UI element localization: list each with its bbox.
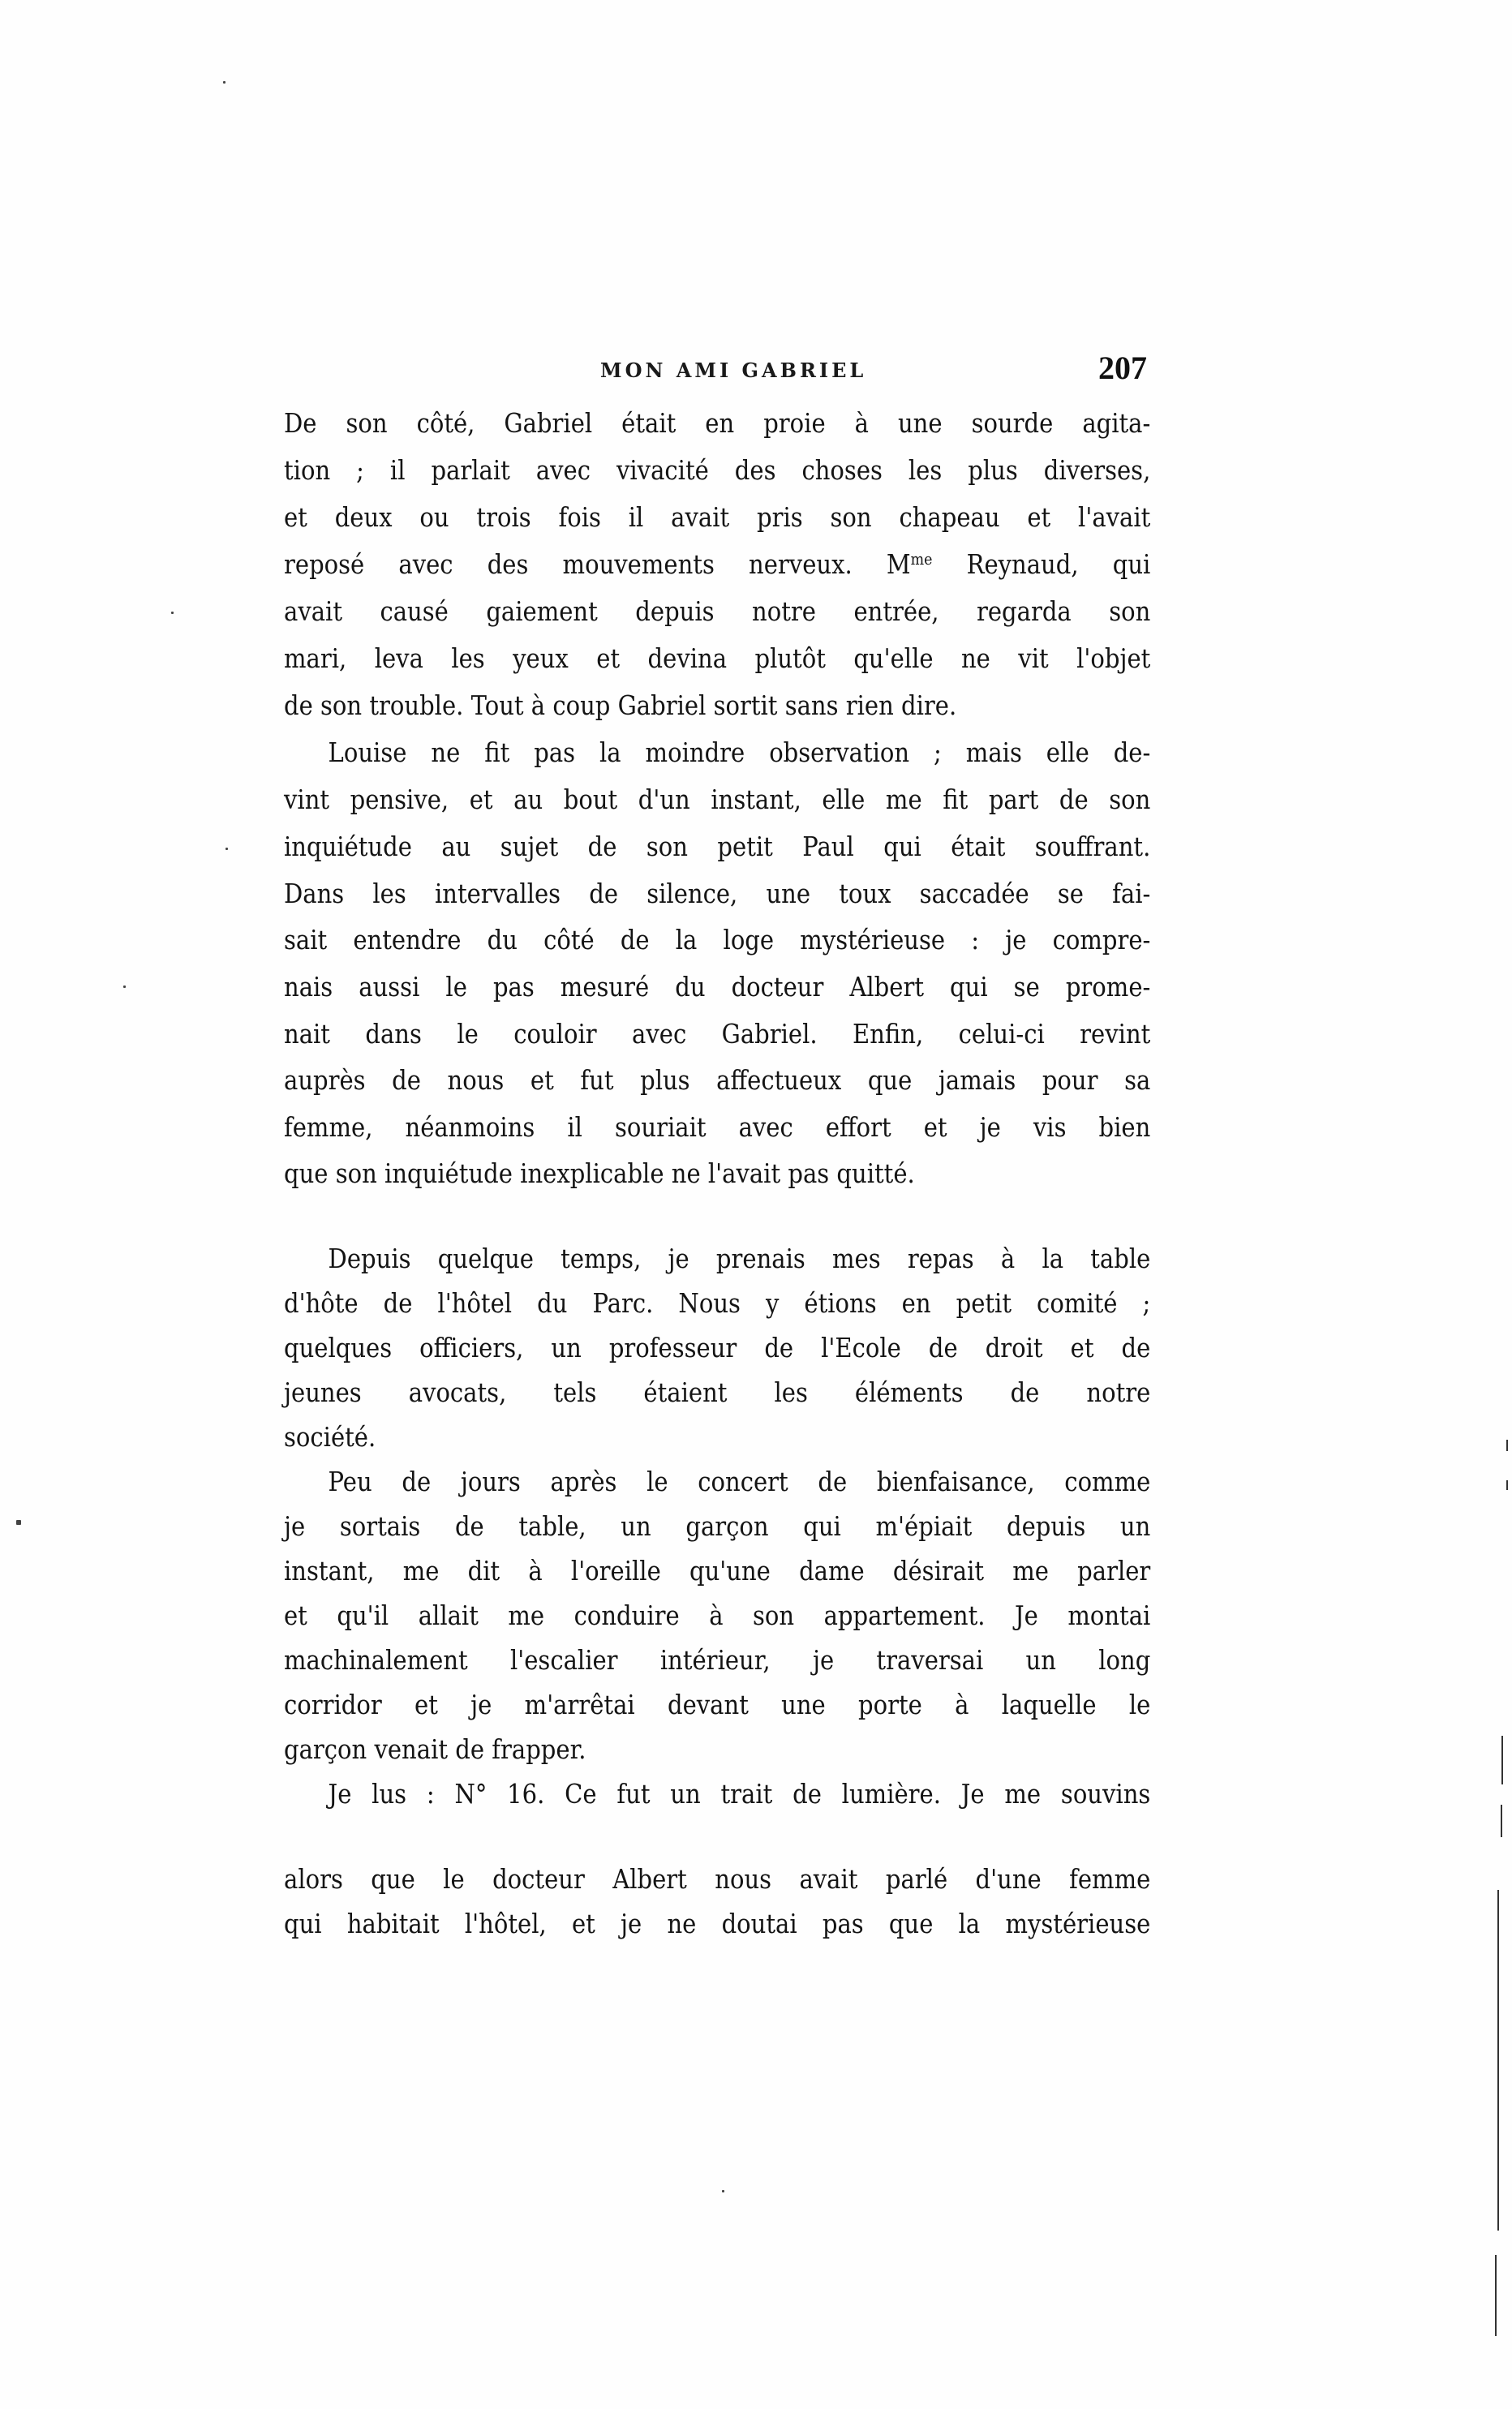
scan-speck — [226, 848, 228, 850]
scan-speck — [16, 1520, 21, 1525]
scan-speck — [171, 612, 174, 614]
scan-edge-artifact — [1506, 1440, 1508, 1451]
text-line: machinalement l'escalier intérieur, je traversai un long — [284, 1644, 1151, 1676]
text-line: Louise ne fit pas la moindre observation ; mais elle de- — [328, 736, 1151, 768]
text-line: société. — [284, 1421, 376, 1453]
scan-speck — [223, 81, 226, 84]
running-head-title: MON AMI GABRIEL — [600, 359, 867, 382]
text-line: corridor et je m'arrêtai devant une porte à laquelle le — [284, 1689, 1151, 1720]
text-line: et qu'il allait me conduire à son appartement. Je montai — [284, 1600, 1151, 1631]
text-line: nais aussi le pas mesuré du docteur Albert qui se prome- — [284, 971, 1151, 1003]
text-line: que son inquiétude inexplicable ne l'avait pas quitté. — [284, 1157, 915, 1189]
text-line: nait dans le couloir avec Gabriel. Enfin, celui-ci revint — [284, 1018, 1151, 1050]
scan-edge-artifact — [1501, 1805, 1502, 1837]
text-line: vint pensive, et au bout d'un instant, elle me fit part de son — [284, 784, 1151, 815]
text-line: instant, me dit à l'oreille qu'une dame désirait me parler — [284, 1555, 1151, 1587]
text-line: d'hôte de l'hôtel du Parc. Nous y étions en petit comité ; — [284, 1287, 1151, 1319]
text-line: sait entendre du côté de la loge mystérieuse : je compre- — [284, 924, 1151, 955]
text-line: de son trouble. Tout à coup Gabriel sortit sans rien dire. — [284, 689, 957, 721]
text-line: Je lus : N° 16. Ce fut un trait de lumière. Je me souvins — [328, 1778, 1151, 1810]
text-line: garçon venait de frapper. — [284, 1733, 586, 1765]
running-head — [284, 349, 1150, 389]
text-line: quelques officiers, un professeur de l'Ecole de droit et de — [284, 1332, 1151, 1363]
page-number: 207 — [1098, 350, 1147, 386]
text-line: avait causé gaiement depuis notre entrée, regarda son — [284, 595, 1151, 627]
scan-edge-artifact — [1497, 1890, 1499, 2231]
text-line: auprès de nous et fut plus affectueux que jamais pour sa — [284, 1064, 1151, 1096]
text-line: je sortais de table, un garçon qui m'épiait depuis un — [284, 1510, 1151, 1542]
scan-speck — [722, 2190, 724, 2192]
text-line: femme, néanmoins il souriait avec effort et je vis bien — [284, 1111, 1151, 1143]
scan-edge-artifact — [1501, 1736, 1503, 1784]
text-line: alors que le docteur Albert nous avait parlé d'une femme — [284, 1863, 1151, 1895]
text-line: Dans les intervalles de silence, une toux saccadée se fai- — [284, 878, 1151, 909]
text-line: reposé avec des mouvements nerveux. $M^{me}$ Reynaud, qui — [284, 548, 1151, 580]
text-line: qui habitait l'hôtel, et je ne doutai pas que la mystérieuse — [284, 1908, 1151, 1939]
text-line: De son côté, Gabriel était en proie à une sourde agita- — [284, 407, 1151, 439]
scan-speck — [123, 986, 126, 988]
text-line: mari, leva les yeux et devina plutôt qu'elle ne vit l'objet — [284, 642, 1151, 674]
text-line: Depuis quelque temps, je prenais mes repas à la table — [328, 1243, 1151, 1274]
text-line: jeunes avocats, tels étaient les éléments de notre — [284, 1376, 1151, 1408]
text-line: Peu de jours après le concert de bienfaisance, comme — [328, 1466, 1151, 1497]
text-line: et deux ou trois fois il avait pris son chapeau et l'avait — [284, 501, 1151, 533]
scan-edge-artifact — [1495, 2255, 1497, 2336]
scan-edge-artifact — [1506, 1480, 1508, 1490]
text-line: inquiétude au sujet de son petit Paul qui était souffrant. — [284, 831, 1151, 862]
text-line: tion ; il parlait avec vivacité des choses les plus diverses, — [284, 454, 1151, 486]
